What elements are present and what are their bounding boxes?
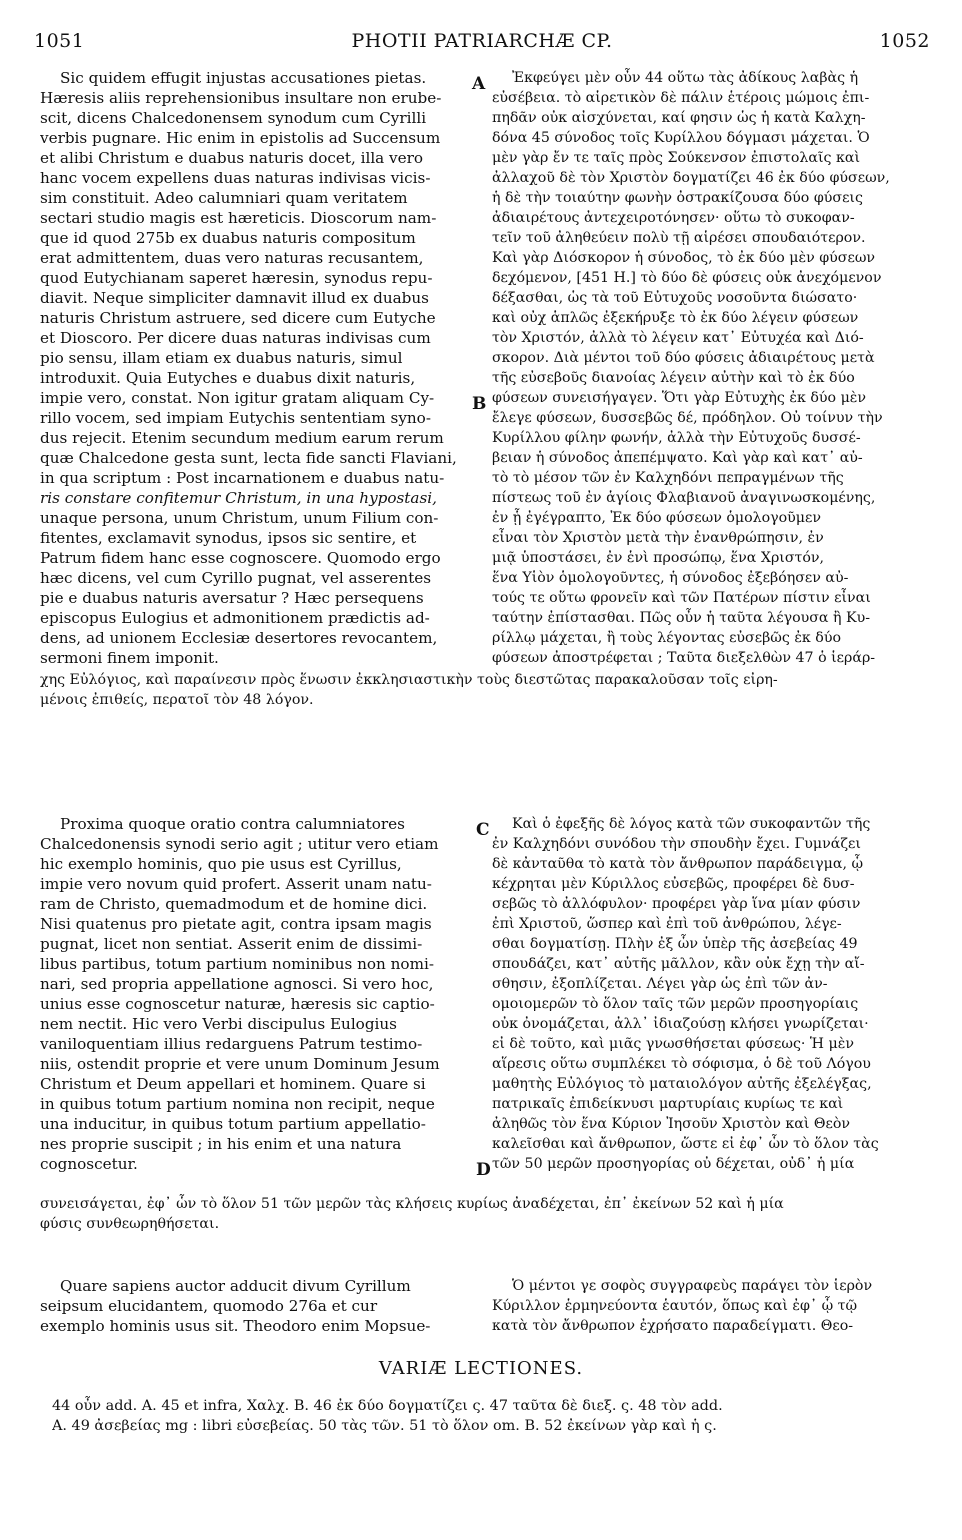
margin-mark-b: B xyxy=(472,394,487,414)
greek-line: πατρικαῖς ἐπιδείκνυσι μαρτυρίαις κυρίως τε καὶ xyxy=(492,1096,844,1112)
latin-line: nari, sed propria appellatione agnosci. Si vero hoc, xyxy=(40,975,434,993)
greek-line: βειαν ἡ σύνοδος ἀπεπέμψατο. Καὶ γὰρ καὶ κατ᾿ αὐ- xyxy=(492,450,863,466)
greek-line: Καὶ ὁ ἐφεξῆς δὲ λόγος κατὰ τῶν συκοφαντῶν τῆς xyxy=(512,816,871,832)
latin-line: dus rejecit. Etenim secundum medium earum rerum xyxy=(40,429,444,447)
latin-line: libus partibus, totum partium nominibus non nomi- xyxy=(40,955,434,973)
greek-line: φύσεων ἀποστρέφεται ; Ταῦτα διεξελθὼν 47 ὁ ἱεράρ- xyxy=(492,650,876,666)
latin-line: in quibus totum partium nomina non recipit, neque xyxy=(40,1095,435,1113)
latin-line: introduxit. Quia Eutyches e duabus dixit naturis, xyxy=(40,369,416,387)
latin-line: diavit. Neque simpliciter damnavit illud ex duabus xyxy=(40,289,429,307)
greek-line: ἀλλαχοῦ δὲ τὸν Χριστὸν δογματίζει 46 ἐκ δύο φύσεων, xyxy=(492,170,890,186)
latin-line: seipsum elucidantem, quomodo 276a et cur xyxy=(40,1297,378,1315)
page-number-left: 1051 xyxy=(34,30,85,52)
latin-line: in qua scriptum : Post incarnationem e duabus natu- xyxy=(40,469,445,487)
greek-full-line: συνεισάγεται, ἐφ᾿ ὧν τὸ ὅλον 51 τῶν μερῶν τὰς κλήσεις κυρίως ἀναδέχεται, ἐπ᾿ ἐκείνων 52 καὶ ἡ μία xyxy=(40,1196,784,1212)
latin-line: pio sensu, illam etiam ex duabus naturis, simul xyxy=(40,349,403,367)
greek-line: Κύριλλον ἑρμηνεύοντα ἑαυτόν, ὅπως καὶ ἐφ᾿ ᾧ τῷ xyxy=(492,1298,858,1314)
greek-line: πηδᾶν οὐκ αἰσχύνεται, καί φησιν ὡς ἡ κατὰ Καλχη- xyxy=(492,110,866,126)
latin-line: unius esse cognoscetur naturæ, hæresis sic captio- xyxy=(40,995,435,1013)
greek-line: σθαι δογματίσῃ. Πλὴν ἐξ ὧν ὑπὲρ τῆς ἀσεβείας 49 xyxy=(492,936,858,952)
latin-line: impie vero, constat. Non igitur gratam aliquam Cy- xyxy=(40,389,435,407)
greek-line: ταύτην ἐπίστασθαι. Πῶς οὖν ἡ ταῦτα λέγουσα ἢ Κυ- xyxy=(492,610,871,626)
greek-line: Ὁ μέντοι γε σοφὸς συγγραφεὺς παράγει τὸν ἱερὸν xyxy=(512,1278,873,1294)
latin-line: Sic quidem effugit injustas accusationes pietas. xyxy=(60,69,427,87)
latin-line: fitentes, exclamavit synodus, ipsos sic sentire, et xyxy=(40,529,417,547)
latin-line: que id quod 275b ex duabus naturis compositum xyxy=(40,229,416,247)
greek-line: τὸ τὸ μέσον τῶν ἐν Καλχηδόνι πεπραγμένων τῆς xyxy=(492,470,844,486)
greek-line: τούς τε οὕτω φρονεῖν καὶ τῶν Πατέρων πίστιν εἶναι xyxy=(492,590,871,606)
greek-column-block-2 xyxy=(492,814,932,1174)
latin-line: ram de Christo, quemadmodum et de homine dici. xyxy=(40,895,428,913)
latin-line: unaque persona, unum Christum, unum Filium con- xyxy=(40,509,439,527)
greek-line: ἀδιαιρέτους ἀντεχειροτόνησεν· οὕτω τὸ συκοφαν- xyxy=(492,210,855,226)
latin-line: una inducitur, in quibus totum partium appellatio- xyxy=(40,1115,426,1133)
page-header xyxy=(34,30,930,60)
latin-line: quod Eutychianam saperet hæresin, synodus repu- xyxy=(40,269,433,287)
greek-line: δὲ κἀνταῦθα τὸ κατὰ τὸν ἄνθρωπον παράδειγμα, ᾧ xyxy=(492,856,864,872)
greek-line: αἵρεσις οὕτω συμπλέκει τὸ σόφισμα, ὁ δὲ τοῦ Λόγου xyxy=(492,1056,871,1072)
latin-line: rillo vocem, sed impiam Eutychis sententiam syno- xyxy=(40,409,431,427)
greek-line: ἐπὶ Χριστοῦ, ὥσπερ καὶ ἐπὶ τοῦ ἀνθρώπου, λέγε- xyxy=(492,916,842,932)
greek-line: σθησιν, ἐξοπλίζεται. Λέγει γὰρ ὡς ἐπὶ τῶν ἀν- xyxy=(492,976,828,992)
running-title: PHOTII PATRIARCHÆ CP. xyxy=(351,30,613,52)
latin-line: episcopus Eulogius et admonitionem prædictis ad- xyxy=(40,609,430,627)
greek-full-line: χης Εὐλόγιος, καὶ παραίνεσιν πρὸς ἕνωσιν ἐκκλησιαστικὴν τοὺς διεστῶτας παρακαλοῦσαν τοῖς εἰρη- xyxy=(40,672,778,688)
greek-line: εὐσέβεια. τὸ αἱρετικὸν δὲ πάλιν ἑτέροις μώμοις ἐπι- xyxy=(492,90,870,106)
latin-line: scit, dicens Chalcedonensem synodum cum Cyrilli xyxy=(40,109,427,127)
latin-line: pugnat, licet non sentiat. Asserit enim de dissimi- xyxy=(40,935,423,953)
greek-line: Ἐκφεύγει μὲν οὖν 44 οὕτω τὰς ἀδίκους λαβὰς ἡ xyxy=(512,70,859,86)
greek-full-width-block-2 xyxy=(40,1194,932,1234)
latin-line: et alibi Christum e duabus naturis docet, illa vero xyxy=(40,149,424,167)
greek-line: δεχόμενον, [451 H.] τὸ δύο δὲ φύσεις οὐκ ἀνεχόμενον xyxy=(492,270,882,286)
greek-line: οὐκ ὀνομάζεται, ἀλλ᾿ ἰδιαζούσῃ κλήσει γνωρίζεται· xyxy=(492,1016,869,1032)
latin-line: erat admittentem, duas vero naturas recusantem, xyxy=(40,249,424,267)
greek-line: ομοιομερῶν τὸ ὅλον ταῖς τῶν μερῶν προσηγορίαις xyxy=(492,996,859,1012)
latin-line: hanc vocem expellens duas naturas indivisas vicis- xyxy=(40,169,431,187)
latin-line: impie vero novum quid profert. Asserit unam natu- xyxy=(40,875,432,893)
latin-line: pie e duabus naturis aversatur ? Hæc persequens xyxy=(40,589,424,607)
latin-line: dens, ad unionem Ecclesiæ desertores revocantem, xyxy=(40,629,438,647)
greek-line: ρίλλῳ μάχεται, ἢ τοὺς λέγοντας εὐσεβῶς ἐκ δύο xyxy=(492,630,842,646)
greek-line: τεῖν τοῦ ἀληθεύειν πολὺ τῇ αἱρέσει σπουδαιότερον. xyxy=(492,230,866,246)
latin-column-block-3 xyxy=(40,1276,470,1336)
variant-reading-line: 44 οὖν add. A. 45 et infra, Χαλχ. B. 46 ἐκ δύο δογματίζει ς. 47 ταῦτα δὲ διεξ. ς. 48 τὸν add. xyxy=(52,1398,723,1414)
greek-line: σκορον. Διὰ μέντοι τοῦ δύο φύσεις ἀδιαιρέτους μετὰ xyxy=(492,350,875,366)
latin-line: sermoni finem imponit. xyxy=(40,649,219,667)
latin-line: vaniloquentiam illius redarguens Patrum testimo- xyxy=(40,1035,423,1053)
greek-column-block-1 xyxy=(492,68,932,668)
latin-line: sim constituit. Adeo calumniari quam veritatem xyxy=(40,189,408,207)
latin-line: exemplo hominis usus sit. Theodoro enim Mopsue- xyxy=(40,1317,431,1335)
latin-line: hæc dicens, vel cum Cyrillo pugnat, vel asserentes xyxy=(40,569,432,587)
latin-line: quæ Chalcedone gesta sunt, lecta fide sancti Flaviani, xyxy=(40,449,457,467)
latin-column-block-1 xyxy=(40,68,470,668)
greek-line: φύσεων συνεισήγαγεν. Ὅτι γὰρ Εὐτυχὴς ἐκ δύο μὲν xyxy=(492,390,867,406)
greek-line: τὸν Χριστόν, ἀλλὰ τὸ λέγειν κατ᾿ Εὐτυχέα καὶ Διό- xyxy=(492,330,864,346)
greek-line: μὲν γὰρ ἔν τε ταῖς πρὸς Σούκενσον ἐπιστολαῖς καὶ xyxy=(492,150,861,166)
margin-mark-d: D xyxy=(476,1160,491,1180)
margin-mark-a: A xyxy=(472,74,486,94)
latin-line: Proxima quoque oratio contra calumniatores xyxy=(60,815,405,833)
latin-line: Chalcedonensis synodi serio agit ; utitur vero etiam xyxy=(40,835,439,853)
latin-line: cognoscetur. xyxy=(40,1155,138,1173)
greek-line: καὶ οὐχ ἁπλῶς ἐξεκήρυξε τὸ ἐκ δύο λέγειν φύσεων xyxy=(492,310,859,326)
greek-line: ἐν Καλχηδόνι συνόδου τὴν σπουδὴν ἔχει. Γυμνάζει xyxy=(492,836,861,852)
latin-line: Quare sapiens auctor adducit divum Cyrillum xyxy=(60,1277,411,1295)
greek-line: ἔλεγε φύσεων, δυσσεβῶς δέ, πρόδηλον. Οὐ τοίνυν τὴν xyxy=(492,410,883,426)
latin-column-block-2 xyxy=(40,814,470,1174)
latin-line: niis, ostendit proprie et vere unum Dominum Jesum xyxy=(40,1055,440,1073)
greek-line: δόνα 45 σύνοδος τοῖς Κυρίλλου δόγμασι μάχεται. Ὁ xyxy=(492,130,870,146)
latin-line: nes proprie suscipit ; in his enim et una natura xyxy=(40,1135,402,1153)
variae-lectiones-notes xyxy=(52,1396,932,1436)
greek-line: πίστεως τοῦ ἐν ἁγίοις Φλαβιανοῦ ἀναγινωσκομένης, xyxy=(492,490,876,506)
greek-column-block-3 xyxy=(492,1276,932,1336)
latin-line: Hæresis aliis reprehensionibus insultare non erube- xyxy=(40,89,442,107)
latin-line: et Dioscoro. Per dicere duas naturas indivisas cum xyxy=(40,329,431,347)
greek-line: τῆς εὐσεβοῦς διανοίας λέγειν αὐτὴν καὶ τὸ ἐκ δύο xyxy=(492,370,855,386)
latin-line: verbis pugnare. Hic enim in epistolis ad Succensum xyxy=(40,129,441,147)
greek-line: ἐν ᾗ ἐγέγραπτο, Ἐκ δύο φύσεων ὁμολογοῦμεν xyxy=(492,510,822,526)
latin-line: sectari studio magis est hæreticis. Dioscorum nam- xyxy=(40,209,437,227)
greek-full-line: φύσις συνθεωρηθήσεται. xyxy=(40,1216,220,1232)
greek-full-line: μένοις ἐπιθείς, περατοῖ τὸν 48 λόγον. xyxy=(40,692,314,708)
greek-line: εἶναι τὸν Χριστὸν μετὰ τὴν ἐνανθρώπησιν, ἐν xyxy=(492,530,824,546)
greek-line: Κυρίλλου φίλην φωνήν, ἀλλὰ τὴν Εὐτυχοῦς δυσσέ- xyxy=(492,430,861,446)
greek-line: Καὶ γὰρ Διόσκορον ἡ σύνοδος, τὸ ἐκ δύο μὲν φύσεων xyxy=(492,250,876,266)
variant-reading-line: A. 49 ἀσεβείας mg : libri εὐσεβείας. 50 τὰς τῶν. 51 τὸ ὅλον om. B. 52 ἐκείνων γὰρ καὶ ἡ ς. xyxy=(52,1418,717,1434)
latin-line: ris constare confitemur Christum, in una hypostasi, xyxy=(40,489,437,507)
latin-line: nem nectit. Hic vero Verbi discipulus Eulogius xyxy=(40,1015,397,1033)
latin-line: Nisi quatenus pro pietate agit, contra ipsam magis xyxy=(40,915,432,933)
latin-line: hic exemplo hominis, quo pie usus est Cyrillus, xyxy=(40,855,402,873)
greek-line: ἕνα Υἱὸν ὁμολογοῦντες, ἡ σύνοδος ἐξεβόησεν αὐ- xyxy=(492,570,849,586)
latin-line: Patrum fidem hanc esse cognoscere. Quomodo ergo xyxy=(40,549,441,567)
greek-line: ἀληθῶς τὸν ἕνα Κύριον Ἰησοῦν Χριστὸν καὶ Θεὸν xyxy=(492,1116,851,1132)
greek-line: σπουδάζει, κατ᾿ αὐτῆς μᾶλλον, κἂν οὐκ ἔχῃ τὴν αἴ- xyxy=(492,956,865,972)
greek-line: κέχρηται μὲν Κύριλλος εὐσεβῶς, προφέρει δὲ δυσ- xyxy=(492,876,855,892)
variae-lectiones-title: VARIÆ LECTIONES. xyxy=(378,1358,584,1379)
greek-line: δέξασθαι, ὡς τὰ τοῦ Εὐτυχοῦς νοσοῦντα διώσατο· xyxy=(492,290,858,306)
greek-full-width-block-1 xyxy=(40,670,932,710)
greek-line: εἰ δὲ τοῦτο, καὶ μιᾶς γνωσθήσεται φύσεως· Ἡ μὲν xyxy=(492,1036,854,1052)
greek-line: σεβῶς τὸ ἀλλόφυλον· προφέρει γὰρ ἵνα μίαν φύσιν xyxy=(492,896,861,912)
greek-line: καλεῖσθαι καὶ ἄνθρωπον, ὥστε εἰ ἐφ᾿ ὧν τὸ ὅλον τὰς xyxy=(492,1136,879,1152)
greek-line: τῶν 50 μερῶν προσηγορίας οὐ δέχεται, οὐδ᾿ ἡ μία xyxy=(492,1156,855,1172)
page-number-right: 1052 xyxy=(879,30,930,52)
greek-line: ἡ δὲ τὴν τοιαύτην φωνὴν ὀστρακίζουσα δύο φύσεις xyxy=(492,190,863,206)
greek-line: κατὰ τὸν ἄνθρωπον ἐχρήσατο παραδείγματι. Θεο- xyxy=(492,1318,854,1334)
latin-line: Christum et Deum appellari et hominem. Quare si xyxy=(40,1075,426,1093)
latin-line: naturis Christum astruere, sed dicere cum Eutyche xyxy=(40,309,436,327)
greek-line: μαθητὴς Εὐλόγιος τὸ ματαιολόγον αὐτῆς ἐξελέγξας, xyxy=(492,1076,872,1092)
greek-line: μιᾷ ὑποστάσει, ἐν ἑνὶ προσώπῳ, ἕνα Χριστόν, xyxy=(492,550,825,566)
margin-mark-c: C xyxy=(476,820,490,840)
